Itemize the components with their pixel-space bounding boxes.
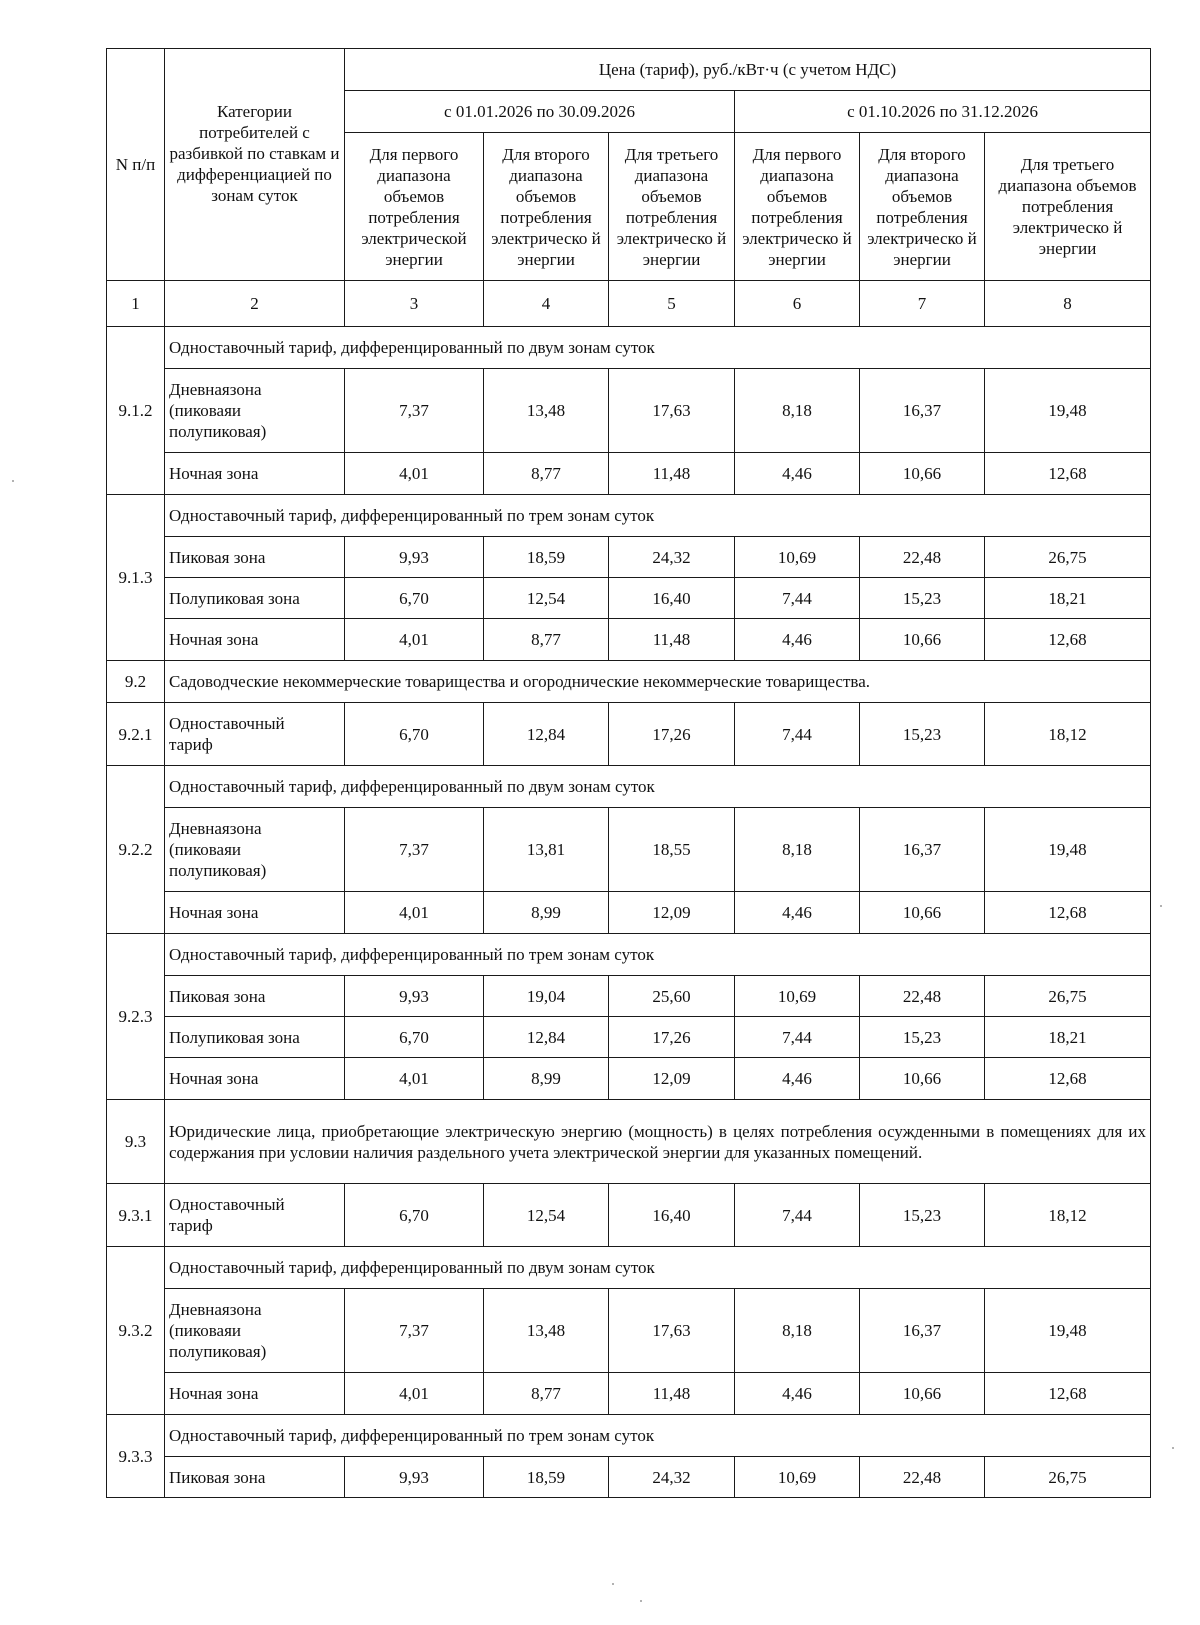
price-cell: 19,48 [985, 1289, 1151, 1373]
day-zone-word: (пиковая [169, 840, 232, 859]
section-subtitle: Одноставочный тариф, дифференцированный по двум зонам суток [165, 1247, 1151, 1289]
price-cell: 19,48 [985, 808, 1151, 892]
price-cell: 24,32 [609, 1457, 735, 1498]
section-id: 9.1.3 [107, 495, 165, 661]
price-cell: 8,18 [735, 808, 860, 892]
price-cell: 4,01 [345, 1373, 484, 1415]
price-cell: 19,48 [985, 369, 1151, 453]
price-cell: 16,40 [609, 578, 735, 619]
price-cell: 9,93 [345, 537, 484, 578]
day-zone-word: (пиковая [169, 401, 232, 420]
price-cell: 10,66 [860, 619, 985, 661]
scan-speck [1160, 905, 1162, 907]
day-zone-word: полупиковая) [169, 861, 267, 880]
column-number: 4 [484, 281, 609, 327]
table-row [107, 934, 1151, 976]
peak-zone-label: Пиковая зона [165, 976, 345, 1017]
price-cell: 8,99 [484, 1058, 609, 1100]
day-zone-word: Дневная [169, 819, 230, 838]
single-rate-label-line: Одноставочный [169, 1195, 285, 1214]
table-row [107, 1457, 1151, 1498]
header-period-1: с 01.01.2026 по 30.09.2026 [345, 91, 735, 133]
price-cell: 16,37 [860, 369, 985, 453]
price-cell: 8,77 [484, 453, 609, 495]
price-cell: 17,63 [609, 1289, 735, 1373]
price-cell: 18,55 [609, 808, 735, 892]
price-cell: 17,63 [609, 369, 735, 453]
price-cell: 4,46 [735, 1058, 860, 1100]
scan-speck [12, 480, 14, 482]
price-cell: 26,75 [985, 537, 1151, 578]
table-row [107, 1058, 1151, 1100]
section-title: Юридические лица, приобретающие электрическую энергию (мощность) в целях потребления осужденными в помещениях для их содержания при условии наличия раздельного учета электрической энергии для указанных помещений. [165, 1100, 1151, 1184]
price-cell: 12,84 [484, 703, 609, 766]
section-id: 9.3.1 [107, 1184, 165, 1247]
price-cell: 4,46 [735, 453, 860, 495]
table-row [107, 1247, 1151, 1289]
header-range-3-p1: Для третьего диапазона объемов потребления электрическо й энергии [609, 133, 735, 281]
price-cell: 12,68 [985, 453, 1151, 495]
price-cell: 18,12 [985, 1184, 1151, 1247]
scan-speck [612, 1583, 614, 1585]
price-cell: 12,68 [985, 619, 1151, 661]
single-rate-label-line: тариф [169, 1216, 213, 1235]
day-zone-word: Дневная [169, 1300, 230, 1319]
day-zone-word: зона [229, 1300, 262, 1319]
header-range-3-p2: Для третьего диапазона объемов потребления электрическо й энергии [985, 133, 1151, 281]
price-cell: 8,77 [484, 1373, 609, 1415]
table-row [107, 1415, 1151, 1457]
table-row [107, 1017, 1151, 1058]
price-cell: 9,93 [345, 1457, 484, 1498]
price-cell: 16,37 [860, 808, 985, 892]
price-cell: 26,75 [985, 1457, 1151, 1498]
section-subtitle: Одноставочный тариф, дифференцированный по двум зонам суток [165, 327, 1151, 369]
price-cell: 18,59 [484, 537, 609, 578]
column-number: 1 [107, 281, 165, 327]
price-cell: 4,46 [735, 619, 860, 661]
day-zone-word: (пиковая [169, 1321, 232, 1340]
scan-speck [640, 1600, 642, 1602]
price-cell: 18,21 [985, 1017, 1151, 1058]
day-zone-word: и [231, 840, 242, 859]
column-numbers-row [107, 281, 1151, 327]
price-cell: 22,48 [860, 976, 985, 1017]
price-cell: 16,37 [860, 1289, 985, 1373]
price-cell: 10,66 [860, 1373, 985, 1415]
price-cell: 7,44 [735, 703, 860, 766]
single-rate-label-line: тариф [169, 735, 213, 754]
night-zone-label: Ночная зона [165, 619, 345, 661]
day-zone-label [165, 369, 345, 453]
price-cell: 4,46 [735, 892, 860, 934]
price-cell: 11,48 [609, 1373, 735, 1415]
price-cell: 7,44 [735, 578, 860, 619]
section-id: 9.2.1 [107, 703, 165, 766]
header-period-2: с 01.10.2026 по 31.12.2026 [735, 91, 1151, 133]
price-cell: 12,09 [609, 1058, 735, 1100]
header-range-1-p1: Для первого диапазона объемов потребления электрической энергии [345, 133, 484, 281]
price-cell: 12,54 [484, 1184, 609, 1247]
price-cell: 10,69 [735, 537, 860, 578]
price-cell: 7,44 [735, 1184, 860, 1247]
semi-peak-zone-label: Полупиковая зона [165, 1017, 345, 1058]
header-number-col: N п/п [107, 49, 165, 281]
column-number: 2 [165, 281, 345, 327]
table-row [107, 1184, 1151, 1247]
price-cell: 12,84 [484, 1017, 609, 1058]
price-cell: 4,01 [345, 1058, 484, 1100]
price-cell: 25,60 [609, 976, 735, 1017]
price-cell: 4,46 [735, 1373, 860, 1415]
price-cell: 6,70 [345, 578, 484, 619]
table-row [107, 703, 1151, 766]
column-number: 6 [735, 281, 860, 327]
price-cell: 15,23 [860, 578, 985, 619]
day-zone-label [165, 808, 345, 892]
day-zone-word: зона [229, 380, 262, 399]
price-cell: 22,48 [860, 1457, 985, 1498]
price-cell: 7,37 [345, 369, 484, 453]
price-cell: 12,68 [985, 1058, 1151, 1100]
tariff-table [106, 48, 1151, 1498]
price-cell: 15,23 [860, 1017, 985, 1058]
price-cell: 8,18 [735, 369, 860, 453]
price-cell: 11,48 [609, 453, 735, 495]
price-cell: 10,69 [735, 1457, 860, 1498]
day-zone-label [165, 1289, 345, 1373]
table-row [107, 976, 1151, 1017]
price-cell: 7,44 [735, 1017, 860, 1058]
section-id: 9.2.3 [107, 934, 165, 1100]
header-range-2-p2: Для второго диапазона объемов потребления электрическо й энергии [860, 133, 985, 281]
price-cell: 7,37 [345, 808, 484, 892]
table-row [107, 537, 1151, 578]
price-cell: 17,26 [609, 1017, 735, 1058]
header-category-col: Категории потребителей с разбивкой по ставкам и дифференциацией по зонам суток [165, 49, 345, 281]
day-zone-word: и [231, 1321, 242, 1340]
price-cell: 10,66 [860, 1058, 985, 1100]
price-cell: 6,70 [345, 1017, 484, 1058]
price-cell: 19,04 [484, 976, 609, 1017]
column-number: 5 [609, 281, 735, 327]
price-cell: 4,01 [345, 619, 484, 661]
header-range-2-p1: Для второго диапазона объемов потребления электрическо й энергии [484, 133, 609, 281]
price-cell: 12,68 [985, 1373, 1151, 1415]
table-row [107, 808, 1151, 892]
section-id: 9.2 [107, 661, 165, 703]
price-cell: 6,70 [345, 1184, 484, 1247]
night-zone-label: Ночная зона [165, 1058, 345, 1100]
section-id: 9.3 [107, 1100, 165, 1184]
table-row [107, 892, 1151, 934]
table-row [107, 495, 1151, 537]
price-cell: 16,40 [609, 1184, 735, 1247]
table-row [107, 578, 1151, 619]
section-subtitle: Одноставочный тариф, дифференцированный по трем зонам суток [165, 1415, 1151, 1457]
header-range-1-p2: Для первого диапазона объемов потребления электрическо й энергии [735, 133, 860, 281]
day-zone-word: зона [229, 819, 262, 838]
header-price-title: Цена (тариф), руб./кВт·ч (с учетом НДС) [345, 49, 1151, 91]
table-row [107, 661, 1151, 703]
price-cell: 13,48 [484, 1289, 609, 1373]
price-cell: 18,21 [985, 578, 1151, 619]
day-zone-word: полупиковая) [169, 1342, 267, 1361]
night-zone-label: Ночная зона [165, 1373, 345, 1415]
price-cell: 7,37 [345, 1289, 484, 1373]
day-zone-word: Дневная [169, 380, 230, 399]
price-cell: 18,59 [484, 1457, 609, 1498]
column-number: 8 [985, 281, 1151, 327]
price-cell: 24,32 [609, 537, 735, 578]
section-title: Садоводческие некоммерческие товарищества и огороднические некоммерческие товарищества. [165, 661, 1151, 703]
table-row [107, 369, 1151, 453]
section-id: 9.3.3 [107, 1415, 165, 1498]
price-cell: 18,12 [985, 703, 1151, 766]
scan-speck [1172, 1447, 1174, 1449]
night-zone-label: Ночная зона [165, 453, 345, 495]
section-id: 9.3.2 [107, 1247, 165, 1415]
section-subtitle: Одноставочный тариф, дифференцированный по трем зонам суток [165, 934, 1151, 976]
price-cell: 11,48 [609, 619, 735, 661]
day-zone-word: полупиковая) [169, 422, 267, 441]
section-id: 9.1.2 [107, 327, 165, 495]
table-row [107, 453, 1151, 495]
night-zone-label: Ночная зона [165, 892, 345, 934]
price-cell: 12,68 [985, 892, 1151, 934]
column-number: 7 [860, 281, 985, 327]
header-row-1 [107, 49, 1151, 91]
price-cell: 10,66 [860, 453, 985, 495]
price-cell: 13,81 [484, 808, 609, 892]
price-cell: 22,48 [860, 537, 985, 578]
section-subtitle: Одноставочный тариф, дифференцированный по трем зонам суток [165, 495, 1151, 537]
single-rate-label [165, 703, 345, 766]
price-cell: 6,70 [345, 703, 484, 766]
price-cell: 15,23 [860, 1184, 985, 1247]
price-cell: 8,99 [484, 892, 609, 934]
peak-zone-label: Пиковая зона [165, 1457, 345, 1498]
semi-peak-zone-label: Полупиковая зона [165, 578, 345, 619]
table-row [107, 327, 1151, 369]
price-cell: 4,01 [345, 892, 484, 934]
price-cell: 13,48 [484, 369, 609, 453]
price-cell: 9,93 [345, 976, 484, 1017]
section-id: 9.2.2 [107, 766, 165, 934]
price-cell: 12,54 [484, 578, 609, 619]
price-cell: 10,66 [860, 892, 985, 934]
price-cell: 15,23 [860, 703, 985, 766]
table-row [107, 1373, 1151, 1415]
price-cell: 10,69 [735, 976, 860, 1017]
price-cell: 17,26 [609, 703, 735, 766]
price-cell: 4,01 [345, 453, 484, 495]
price-cell: 26,75 [985, 976, 1151, 1017]
price-cell: 12,09 [609, 892, 735, 934]
table-row [107, 619, 1151, 661]
section-subtitle: Одноставочный тариф, дифференцированный по двум зонам суток [165, 766, 1151, 808]
price-cell: 8,18 [735, 1289, 860, 1373]
table-row [107, 1289, 1151, 1373]
table-row [107, 766, 1151, 808]
single-rate-label-line: Одноставочный [169, 714, 285, 733]
table-row [107, 1100, 1151, 1184]
day-zone-word: и [231, 401, 242, 420]
column-number: 3 [345, 281, 484, 327]
single-rate-label [165, 1184, 345, 1247]
peak-zone-label: Пиковая зона [165, 537, 345, 578]
price-cell: 8,77 [484, 619, 609, 661]
